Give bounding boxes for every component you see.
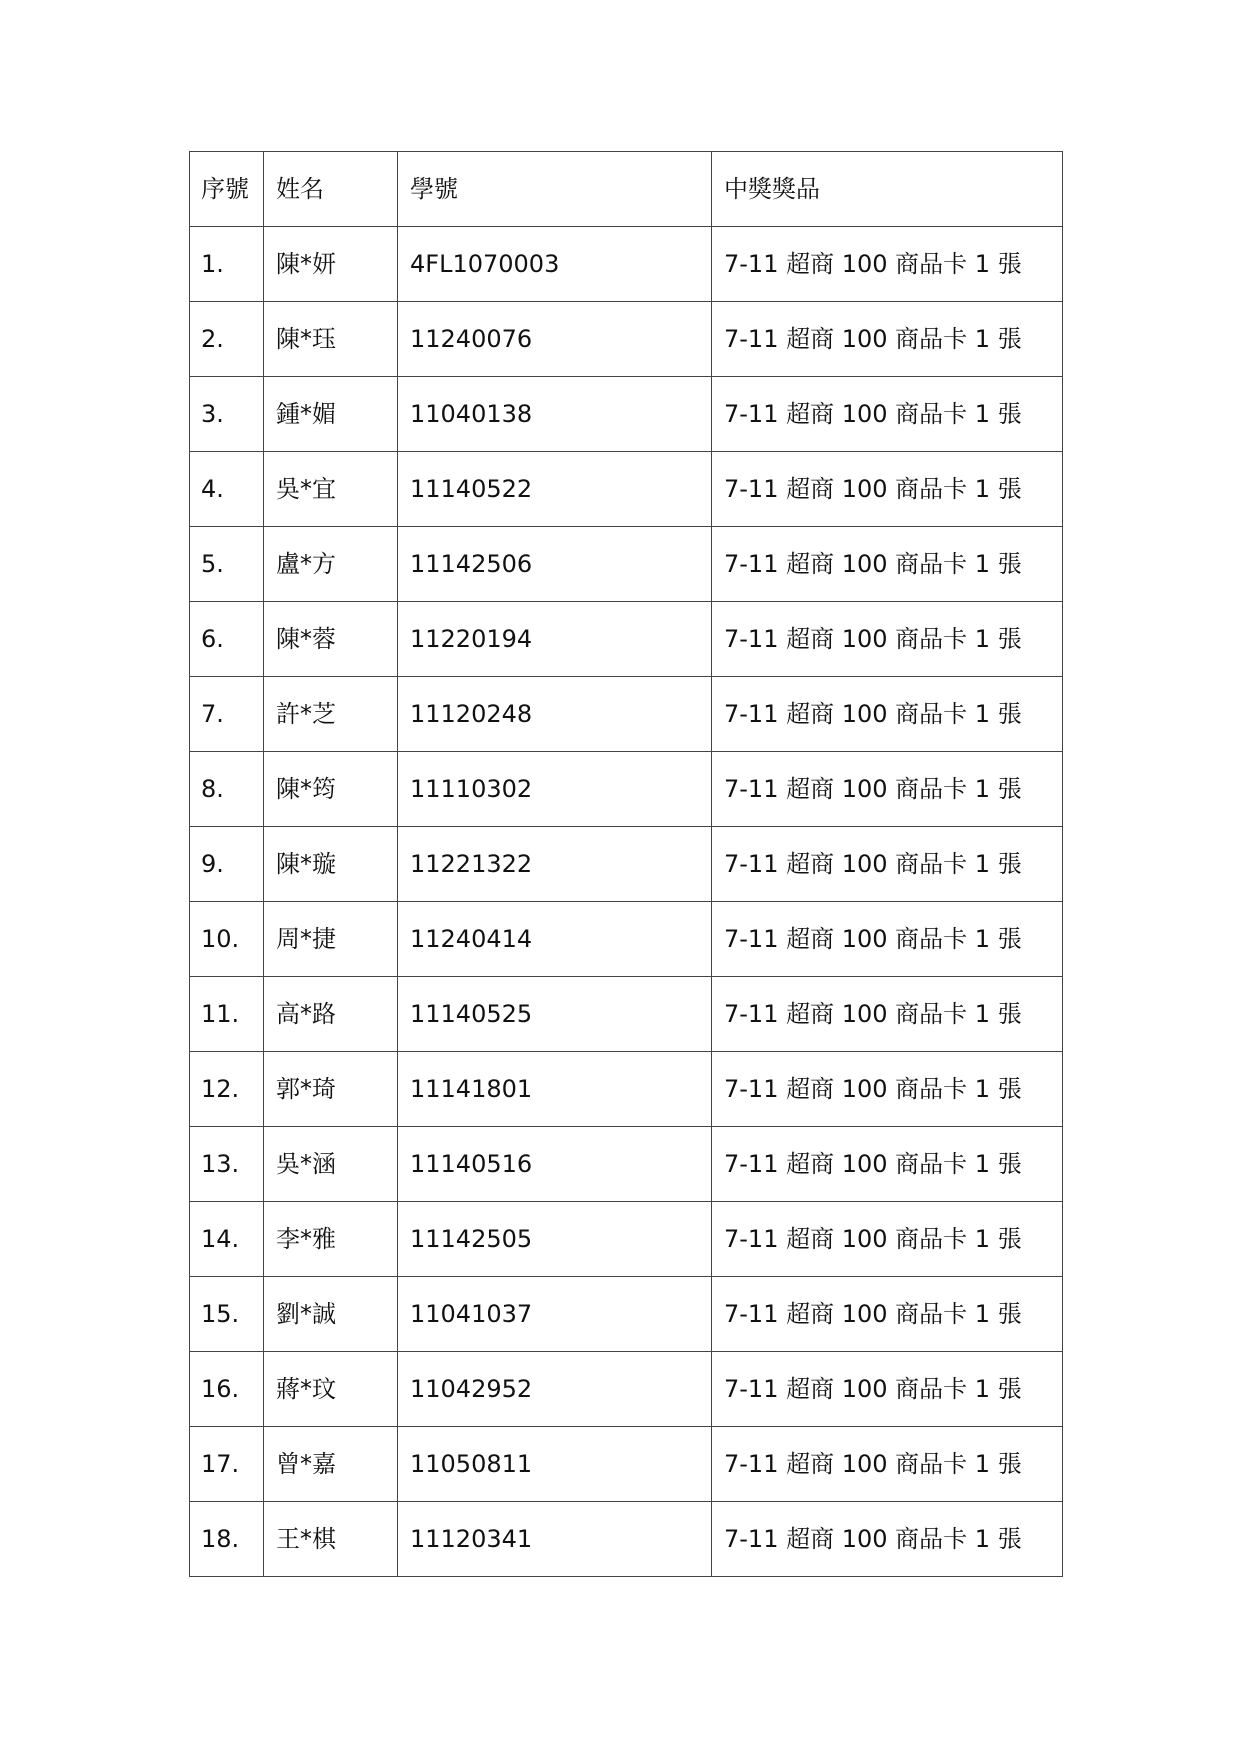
table-row <box>190 902 1063 977</box>
student-id-cell: 11110302 <box>398 752 712 827</box>
prize-cell: 7-11 超商 100 商品卡 1 張 <box>712 1502 1063 1577</box>
prize-cell: 7-11 超商 100 商品卡 1 張 <box>712 1427 1063 1502</box>
name-cell: 王*棋 <box>264 1502 398 1577</box>
student-id-cell: 11041037 <box>398 1277 712 1352</box>
prize-cell: 7-11 超商 100 商品卡 1 張 <box>712 227 1063 302</box>
prize-cell: 7-11 超商 100 商品卡 1 張 <box>712 1052 1063 1127</box>
header-name-cell: 姓名 <box>264 152 398 227</box>
student-id-cell: 11140525 <box>398 977 712 1052</box>
table-body <box>190 152 1063 1577</box>
prize-cell: 7-11 超商 100 商品卡 1 張 <box>712 752 1063 827</box>
table-row <box>190 1052 1063 1127</box>
seq-no-cell: 4. <box>190 452 264 527</box>
table-row <box>190 1352 1063 1427</box>
table-row <box>190 1427 1063 1502</box>
table-row <box>190 1502 1063 1577</box>
header-seq-no-cell: 序號 <box>190 152 264 227</box>
name-cell: 蔣*玟 <box>264 1352 398 1427</box>
table-row <box>190 302 1063 377</box>
seq-no-cell: 15. <box>190 1277 264 1352</box>
prize-cell: 7-11 超商 100 商品卡 1 張 <box>712 1127 1063 1202</box>
table-row <box>190 677 1063 752</box>
seq-no-cell: 2. <box>190 302 264 377</box>
prize-cell: 7-11 超商 100 商品卡 1 張 <box>712 527 1063 602</box>
seq-no-cell: 16. <box>190 1352 264 1427</box>
prize-cell: 7-11 超商 100 商品卡 1 張 <box>712 1202 1063 1277</box>
seq-no-cell: 7. <box>190 677 264 752</box>
name-cell: 吳*涵 <box>264 1127 398 1202</box>
table-row <box>190 977 1063 1052</box>
table-row <box>190 377 1063 452</box>
prize-cell: 7-11 超商 100 商品卡 1 張 <box>712 827 1063 902</box>
winners-table <box>189 151 1063 1577</box>
student-id-cell: 11220194 <box>398 602 712 677</box>
table-row <box>190 227 1063 302</box>
student-id-cell: 11042952 <box>398 1352 712 1427</box>
prize-cell: 7-11 超商 100 商品卡 1 張 <box>712 602 1063 677</box>
seq-no-cell: 6. <box>190 602 264 677</box>
name-cell: 許*芝 <box>264 677 398 752</box>
seq-no-cell: 17. <box>190 1427 264 1502</box>
seq-no-cell: 13. <box>190 1127 264 1202</box>
student-id-cell: 11140516 <box>398 1127 712 1202</box>
table-row <box>190 452 1063 527</box>
prize-cell: 7-11 超商 100 商品卡 1 張 <box>712 902 1063 977</box>
prize-cell: 7-11 超商 100 商品卡 1 張 <box>712 977 1063 1052</box>
student-id-cell: 4FL1070003 <box>398 227 712 302</box>
student-id-cell: 11040138 <box>398 377 712 452</box>
student-id-cell: 11050811 <box>398 1427 712 1502</box>
name-cell: 吳*宜 <box>264 452 398 527</box>
name-cell: 郭*琦 <box>264 1052 398 1127</box>
seq-no-cell: 11. <box>190 977 264 1052</box>
table-row <box>190 527 1063 602</box>
name-cell: 高*路 <box>264 977 398 1052</box>
name-cell: 李*雅 <box>264 1202 398 1277</box>
header-prize-cell: 中獎獎品 <box>712 152 1063 227</box>
student-id-cell: 11142505 <box>398 1202 712 1277</box>
name-cell: 鍾*媚 <box>264 377 398 452</box>
name-cell: 陳*妍 <box>264 227 398 302</box>
name-cell: 盧*方 <box>264 527 398 602</box>
table-row <box>190 602 1063 677</box>
prize-cell: 7-11 超商 100 商品卡 1 張 <box>712 452 1063 527</box>
student-id-cell: 11120341 <box>398 1502 712 1577</box>
name-cell: 陳*珏 <box>264 302 398 377</box>
name-cell: 陳*筠 <box>264 752 398 827</box>
student-id-cell: 11240414 <box>398 902 712 977</box>
prize-cell: 7-11 超商 100 商品卡 1 張 <box>712 1277 1063 1352</box>
prize-cell: 7-11 超商 100 商品卡 1 張 <box>712 302 1063 377</box>
seq-no-cell: 18. <box>190 1502 264 1577</box>
table-row <box>190 1277 1063 1352</box>
prize-cell: 7-11 超商 100 商品卡 1 張 <box>712 677 1063 752</box>
name-cell: 陳*璇 <box>264 827 398 902</box>
name-cell: 周*捷 <box>264 902 398 977</box>
header-row <box>190 152 1063 227</box>
name-cell: 劉*誠 <box>264 1277 398 1352</box>
student-id-cell: 11221322 <box>398 827 712 902</box>
seq-no-cell: 12. <box>190 1052 264 1127</box>
name-cell: 陳*蓉 <box>264 602 398 677</box>
student-id-cell: 11120248 <box>398 677 712 752</box>
seq-no-cell: 9. <box>190 827 264 902</box>
header-student-id-cell: 學號 <box>398 152 712 227</box>
seq-no-cell: 1. <box>190 227 264 302</box>
table-row <box>190 1202 1063 1277</box>
seq-no-cell: 14. <box>190 1202 264 1277</box>
prize-cell: 7-11 超商 100 商品卡 1 張 <box>712 1352 1063 1427</box>
table-row <box>190 752 1063 827</box>
table-row <box>190 1127 1063 1202</box>
seq-no-cell: 8. <box>190 752 264 827</box>
student-id-cell: 11240076 <box>398 302 712 377</box>
student-id-cell: 11141801 <box>398 1052 712 1127</box>
seq-no-cell: 10. <box>190 902 264 977</box>
student-id-cell: 11142506 <box>398 527 712 602</box>
table-row <box>190 827 1063 902</box>
seq-no-cell: 3. <box>190 377 264 452</box>
prize-cell: 7-11 超商 100 商品卡 1 張 <box>712 377 1063 452</box>
name-cell: 曾*嘉 <box>264 1427 398 1502</box>
student-id-cell: 11140522 <box>398 452 712 527</box>
seq-no-cell: 5. <box>190 527 264 602</box>
